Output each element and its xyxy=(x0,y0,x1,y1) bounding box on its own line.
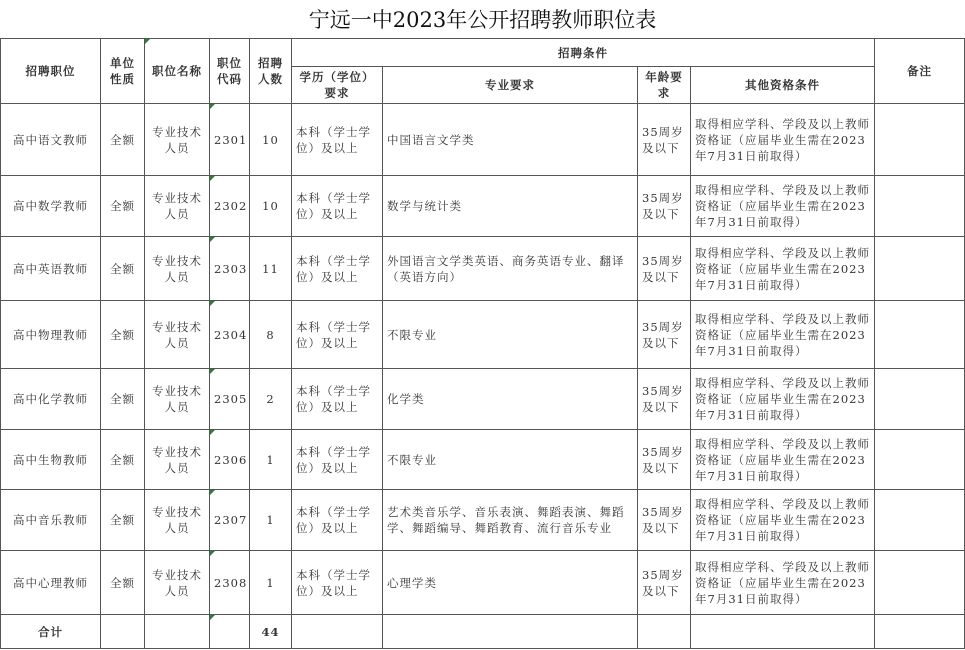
cell-age: 35周岁及以下 xyxy=(638,104,691,176)
cell-unit-type: 全额 xyxy=(101,430,145,490)
cell-unit-type: 全额 xyxy=(101,301,145,369)
cell-age: 35周岁及以下 xyxy=(638,490,691,551)
cell-remark xyxy=(875,237,965,301)
total-row xyxy=(1,615,965,649)
cell-age: 35周岁及以下 xyxy=(638,551,691,615)
cell-major: 数学与统计类 xyxy=(383,176,638,237)
table-row xyxy=(1,104,965,176)
cell-remark xyxy=(875,430,965,490)
cell-unit-type: 全额 xyxy=(101,237,145,301)
cell-count: 10 xyxy=(250,104,292,176)
cell-job-code: 2305 xyxy=(210,369,250,430)
cell-position: 高中心理教师 xyxy=(1,551,101,615)
cell-empty xyxy=(292,615,383,649)
cell-major: 化学类 xyxy=(383,369,638,430)
cell-education: 本科（学士学位）及以上 xyxy=(292,551,383,615)
cell-job-name: 专业技术人员 xyxy=(145,301,210,369)
cell-empty xyxy=(638,615,691,649)
cell-unit-type: 全额 xyxy=(101,490,145,551)
header-major: 专业要求 xyxy=(383,67,638,104)
cell-job-name: 专业技术人员 xyxy=(145,237,210,301)
cell-job-code: 2308 xyxy=(210,551,250,615)
cell-position: 高中音乐教师 xyxy=(1,490,101,551)
cell-other: 取得相应学科、学段及以上教师资格证（应届毕业生需在2023年7月31日前取得） xyxy=(691,237,875,301)
recruitment-table xyxy=(0,38,965,649)
cell-job-code: 2307 xyxy=(210,490,250,551)
cell-major: 艺术类音乐学、音乐表演、舞蹈表演、舞蹈学、舞蹈编导、舞蹈教育、流行音乐专业 xyxy=(383,490,638,551)
cell-count: 2 xyxy=(250,369,292,430)
cell-position: 高中生物教师 xyxy=(1,430,101,490)
cell-job-name: 专业技术人员 xyxy=(145,490,210,551)
cell-remark xyxy=(875,369,965,430)
cell-age: 35周岁及以下 xyxy=(638,369,691,430)
cell-empty xyxy=(691,615,875,649)
cell-job-code: 2302 xyxy=(210,176,250,237)
cell-other: 取得相应学科、学段及以上教师资格证（应届毕业生需在2023年7月31日前取得） xyxy=(691,490,875,551)
cell-other: 取得相应学科、学段及以上教师资格证（应届毕业生需在2023年7月31日前取得） xyxy=(691,430,875,490)
total-count: 44 xyxy=(250,615,292,649)
cell-major: 外国语言文学类英语、商务英语专业、翻译（英语方向） xyxy=(383,237,638,301)
cell-other: 取得相应学科、学段及以上教师资格证（应届毕业生需在2023年7月31日前取得） xyxy=(691,369,875,430)
cell-empty xyxy=(145,615,210,649)
cell-job-code: 2304 xyxy=(210,301,250,369)
cell-position: 高中语文教师 xyxy=(1,104,101,176)
cell-major: 中国语言文学类 xyxy=(383,104,638,176)
header-education: 学历（学位）要求 xyxy=(292,67,383,104)
table-row xyxy=(1,369,965,430)
cell-position: 高中英语教师 xyxy=(1,237,101,301)
header-count: 招聘人数 xyxy=(250,39,292,104)
cell-education: 本科（学士学位）及以上 xyxy=(292,301,383,369)
cell-empty xyxy=(875,615,965,649)
cell-unit-type: 全额 xyxy=(101,551,145,615)
header-age: 年龄要求 xyxy=(638,67,691,104)
cell-position: 高中化学教师 xyxy=(1,369,101,430)
cell-unit-type: 全额 xyxy=(101,176,145,237)
cell-other: 取得相应学科、学段及以上教师资格证（应届毕业生需在2023年7月31日前取得） xyxy=(691,301,875,369)
header-remark: 备注 xyxy=(875,39,965,104)
cell-job-name: 专业技术人员 xyxy=(145,430,210,490)
header-job-name: 职位名称 xyxy=(145,39,210,104)
cell-major: 不限专业 xyxy=(383,301,638,369)
cell-remark xyxy=(875,104,965,176)
table-row xyxy=(1,237,965,301)
cell-major: 心理学类 xyxy=(383,551,638,615)
page-title: 宁远一中2023年公开招聘教师职位表 xyxy=(308,8,657,32)
cell-count: 10 xyxy=(250,176,292,237)
cell-education: 本科（学士学位）及以上 xyxy=(292,430,383,490)
cell-job-name: 专业技术人员 xyxy=(145,176,210,237)
cell-job-name: 专业技术人员 xyxy=(145,369,210,430)
cell-count: 1 xyxy=(250,551,292,615)
total-label: 合计 xyxy=(1,615,101,649)
table-row xyxy=(1,301,965,369)
table-row xyxy=(1,176,965,237)
table-row xyxy=(1,551,965,615)
header-other: 其他资格条件 xyxy=(691,67,875,104)
cell-job-code: 2306 xyxy=(210,430,250,490)
cell-job-code: 2303 xyxy=(210,237,250,301)
cell-job-code: 2301 xyxy=(210,104,250,176)
cell-remark xyxy=(875,551,965,615)
table-row xyxy=(1,490,965,551)
cell-unit-type: 全额 xyxy=(101,104,145,176)
cell-position: 高中数学教师 xyxy=(1,176,101,237)
cell-count: 8 xyxy=(250,301,292,369)
cell-count: 1 xyxy=(250,430,292,490)
cell-remark xyxy=(875,176,965,237)
header-unit-type: 单位性质 xyxy=(101,39,145,104)
header-row-1 xyxy=(1,39,965,67)
cell-other: 取得相应学科、学段及以上教师资格证（应届毕业生需在2023年7月31日前取得） xyxy=(691,551,875,615)
cell-unit-type: 全额 xyxy=(101,369,145,430)
header-conditions: 招聘条件 xyxy=(292,39,875,67)
cell-other: 取得相应学科、学段及以上教师资格证（应届毕业生需在2023年7月31日前取得） xyxy=(691,104,875,176)
cell-education: 本科（学士学位）及以上 xyxy=(292,490,383,551)
cell-education: 本科（学士学位）及以上 xyxy=(292,176,383,237)
cell-remark xyxy=(875,301,965,369)
cell-empty xyxy=(101,615,145,649)
cell-education: 本科（学士学位）及以上 xyxy=(292,369,383,430)
cell-age: 35周岁及以下 xyxy=(638,430,691,490)
cell-education: 本科（学士学位）及以上 xyxy=(292,237,383,301)
cell-job-name: 专业技术人员 xyxy=(145,104,210,176)
cell-count: 11 xyxy=(250,237,292,301)
cell-empty xyxy=(383,615,638,649)
cell-education: 本科（学士学位）及以上 xyxy=(292,104,383,176)
cell-major: 不限专业 xyxy=(383,430,638,490)
header-job-code: 职位代码 xyxy=(210,39,250,104)
table-row xyxy=(1,430,965,490)
cell-empty xyxy=(210,615,250,649)
cell-other: 取得相应学科、学段及以上教师资格证（应届毕业生需在2023年7月31日前取得） xyxy=(691,176,875,237)
cell-count: 1 xyxy=(250,490,292,551)
cell-age: 35周岁及以下 xyxy=(638,301,691,369)
cell-remark xyxy=(875,490,965,551)
cell-position: 高中物理教师 xyxy=(1,301,101,369)
header-position: 招聘职位 xyxy=(1,39,101,104)
cell-age: 35周岁及以下 xyxy=(638,237,691,301)
cell-job-name: 专业技术人员 xyxy=(145,551,210,615)
cell-age: 35周岁及以下 xyxy=(638,176,691,237)
